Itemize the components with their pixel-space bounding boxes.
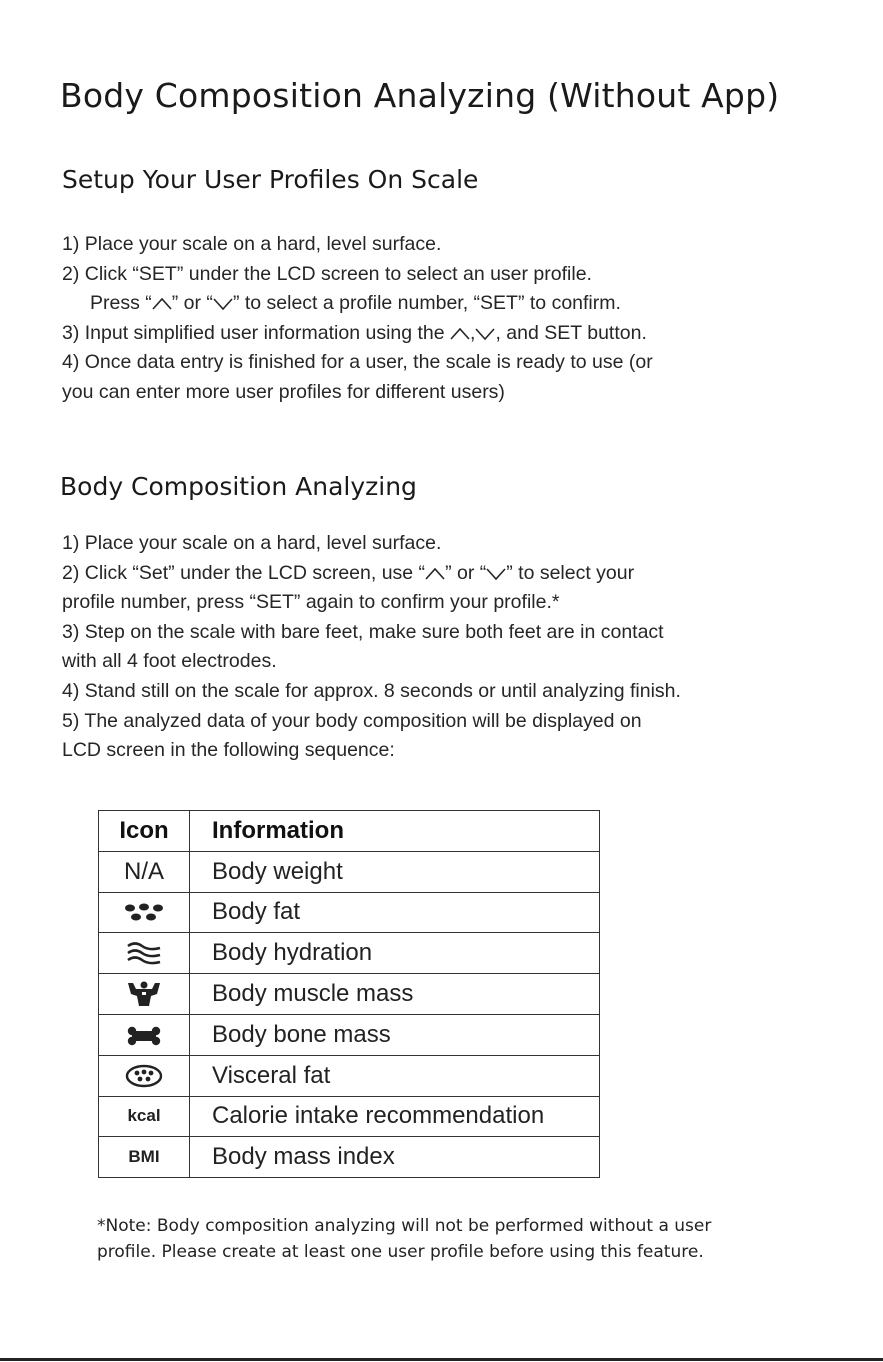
muscle-mass-icon bbox=[126, 980, 162, 1008]
table-row bbox=[99, 851, 600, 892]
setup-step-3-text: 3) Input simplified user information using the bbox=[62, 321, 451, 344]
table-row bbox=[99, 933, 600, 974]
setup-step-2: 2) Click “SET” under the LCD screen to select an user profile. bbox=[62, 262, 592, 285]
bottom-divider bbox=[0, 1358, 883, 1361]
down-arrow-icon bbox=[213, 297, 233, 310]
weight-icon-text: N/A bbox=[99, 851, 190, 892]
analyzing-step-2-text: 2) Click “Set” under the LCD screen, use “ bbox=[62, 561, 426, 584]
visceral-fat-icon bbox=[124, 1064, 164, 1088]
table-info-cell: Body hydration bbox=[190, 933, 600, 974]
analyzing-steps-list bbox=[62, 529, 681, 766]
down-arrow-icon bbox=[486, 567, 506, 580]
analyzing-step-2 bbox=[62, 559, 681, 589]
analyzing-step-2-text: ” or “ bbox=[445, 561, 487, 584]
note-line-2: profile. Please create at least one user profile before using this feature. bbox=[97, 1242, 704, 1262]
analyzing-step-5-cont: LCD screen in the following sequence: bbox=[62, 739, 395, 762]
profile-note bbox=[97, 1213, 711, 1265]
setup-step-3-text: , bbox=[470, 321, 476, 344]
table-header-row bbox=[99, 811, 600, 852]
setup-step-1: 1) Place your scale on a hard, level surface. bbox=[62, 233, 442, 255]
table-info-cell: Visceral fat bbox=[190, 1055, 600, 1096]
setup-step-2-text: Press “ bbox=[90, 292, 152, 315]
analyzing-step-2-cont: profile number, press “SET” again to confirm your profile.* bbox=[62, 591, 560, 614]
table-row bbox=[99, 974, 600, 1015]
analyzing-section-title: Body Composition Analyzing bbox=[60, 472, 417, 501]
analyzing-step-5: 5) The analyzed data of your body composition will be displayed on bbox=[62, 709, 642, 732]
setup-section-title: Setup Your User Profiles On Scale bbox=[62, 165, 479, 194]
setup-step-3 bbox=[62, 319, 653, 349]
setup-step-2-detail bbox=[62, 289, 653, 319]
bmi-icon-text: BMI bbox=[99, 1137, 190, 1178]
icon-column-header: Icon bbox=[99, 811, 190, 852]
kcal-icon-text: kcal bbox=[99, 1096, 190, 1137]
table-info-cell: Body bone mass bbox=[190, 1014, 600, 1055]
setup-step-2-text: ” to select a profile number, “SET” to confirm. bbox=[232, 292, 621, 315]
down-arrow-icon bbox=[475, 327, 495, 340]
setup-step-4-cont: you can enter more user profiles for different users) bbox=[62, 380, 505, 403]
analyzing-step-2-text: ” to select your bbox=[506, 561, 635, 584]
analyzing-step-1: 1) Place your scale on a hard, level surface. bbox=[62, 532, 442, 554]
table-info-cell: Body muscle mass bbox=[190, 974, 600, 1015]
note-line-1: *Note: Body composition analyzing will not be performed without a user bbox=[97, 1216, 712, 1236]
setup-step-4: 4) Once data entry is finished for a user, the scale is ready to use (or bbox=[62, 351, 653, 374]
setup-step-3-text: , and SET button. bbox=[495, 321, 647, 344]
up-arrow-icon bbox=[450, 327, 470, 340]
analyzing-step-3: 3) Step on the scale with bare feet, make sure both feet are in contact bbox=[62, 620, 664, 643]
table-row bbox=[99, 1137, 600, 1178]
setup-steps-list bbox=[62, 230, 653, 408]
table-info-cell: Body fat bbox=[190, 892, 600, 933]
bone-mass-icon bbox=[127, 1026, 161, 1046]
analyzing-step-4: 4) Stand still on the scale for approx. 8 seconds or until analyzing finish. bbox=[62, 679, 681, 702]
page-title: Body Composition Analyzing (Without App) bbox=[60, 76, 780, 115]
analyzing-step-3-cont: with all 4 foot electrodes. bbox=[62, 650, 277, 673]
table-info-cell: Calorie intake recommendation bbox=[190, 1096, 600, 1137]
table-info-cell: Body weight bbox=[190, 851, 600, 892]
icon-information-table bbox=[98, 810, 600, 1178]
up-arrow-icon bbox=[152, 297, 172, 310]
table-row bbox=[99, 1055, 600, 1096]
body-hydration-icon bbox=[126, 941, 162, 967]
setup-step-2-text: ” or “ bbox=[171, 292, 213, 315]
table-row bbox=[99, 1096, 600, 1137]
information-column-header: Information bbox=[190, 811, 600, 852]
table-info-cell: Body mass index bbox=[190, 1137, 600, 1178]
table-row bbox=[99, 1014, 600, 1055]
table-row bbox=[99, 892, 600, 933]
up-arrow-icon bbox=[425, 567, 445, 580]
body-fat-icon bbox=[124, 902, 164, 924]
